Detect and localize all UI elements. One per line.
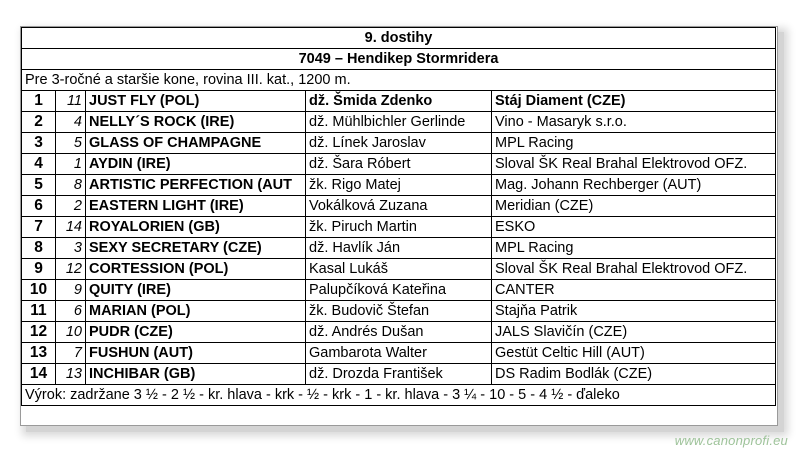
horse-name: FUSHUN (AUT) <box>86 343 306 364</box>
horse-name: ROYALORIEN (GB) <box>86 217 306 238</box>
jockey-name: žk. Piruch Martin <box>306 217 492 238</box>
jockey-name: žk. Budovič Štefan <box>306 301 492 322</box>
horse-name: NELLY´S ROCK (IRE) <box>86 112 306 133</box>
saddle-number: 12 <box>56 259 86 280</box>
results-rows <box>22 91 776 385</box>
owner-name: Mag. Johann Rechberger (AUT) <box>492 175 776 196</box>
result-row <box>22 364 776 385</box>
finish-position: 14 <box>22 364 56 385</box>
horse-name: JUST FLY (POL) <box>86 91 306 112</box>
finish-margins: Výrok: zadržane 3 ½ - 2 ½ - kr. hlava - krk - ½ - krk - 1 - kr. hlava - 3 ¼ - 10 - 5 - 4 ½ - ďaleko <box>22 385 776 406</box>
result-row <box>22 343 776 364</box>
owner-name: Gestüt Celtic Hill (AUT) <box>492 343 776 364</box>
finish-position: 10 <box>22 280 56 301</box>
results-table <box>21 27 776 406</box>
horse-name: INCHIBAR (GB) <box>86 364 306 385</box>
jockey-name: dž. Šmida Zdenko <box>306 91 492 112</box>
result-row <box>22 280 776 301</box>
result-row <box>22 175 776 196</box>
owner-name: ESKO <box>492 217 776 238</box>
jockey-name: dž. Línek Jaroslav <box>306 133 492 154</box>
owner-name: Meridian (CZE) <box>492 196 776 217</box>
finish-position: 4 <box>22 154 56 175</box>
saddle-number: 4 <box>56 112 86 133</box>
finish-position: 11 <box>22 301 56 322</box>
finish-position: 6 <box>22 196 56 217</box>
owner-name: Stajňa Patrik <box>492 301 776 322</box>
owner-name: MPL Racing <box>492 238 776 259</box>
horse-name: CORTESSION (POL) <box>86 259 306 280</box>
saddle-number: 7 <box>56 343 86 364</box>
owner-name: Stáj Diament (CZE) <box>492 91 776 112</box>
saddle-number: 14 <box>56 217 86 238</box>
finish-position: 2 <box>22 112 56 133</box>
result-row <box>22 217 776 238</box>
horse-name: AYDIN (IRE) <box>86 154 306 175</box>
result-row <box>22 133 776 154</box>
jockey-name: dž. Mühlbichler Gerlinde <box>306 112 492 133</box>
results-sheet <box>20 26 778 426</box>
jockey-name: Kasal Lukáš <box>306 259 492 280</box>
owner-name: JALS Slavičín (CZE) <box>492 322 776 343</box>
jockey-name: Palupčíková Kateřina <box>306 280 492 301</box>
finish-position: 9 <box>22 259 56 280</box>
finish-position: 8 <box>22 238 56 259</box>
saddle-number: 2 <box>56 196 86 217</box>
finish-position: 13 <box>22 343 56 364</box>
result-row <box>22 238 776 259</box>
race-name: 7049 – Hendikep Stormridera <box>22 49 776 70</box>
horse-name: SEXY SECRETARY (CZE) <box>86 238 306 259</box>
owner-name: Sloval ŠK Real Brahal Elektrovod OFZ. <box>492 259 776 280</box>
owner-name: Vino - Masaryk s.r.o. <box>492 112 776 133</box>
saddle-number: 11 <box>56 91 86 112</box>
horse-name: ARTISTIC PERFECTION (AUT <box>86 175 306 196</box>
horse-name: PUDR (CZE) <box>86 322 306 343</box>
saddle-number: 5 <box>56 133 86 154</box>
watermark: www.canonprofi.eu <box>674 433 788 448</box>
horse-name: MARIAN (POL) <box>86 301 306 322</box>
race-number-title: 9. dostihy <box>22 28 776 49</box>
owner-name: MPL Racing <box>492 133 776 154</box>
jockey-name: dž. Šara Róbert <box>306 154 492 175</box>
horse-name: QUITY (IRE) <box>86 280 306 301</box>
jockey-name: dž. Drozda František <box>306 364 492 385</box>
result-row <box>22 196 776 217</box>
jockey-name: Vokálková Zuzana <box>306 196 492 217</box>
finish-position: 3 <box>22 133 56 154</box>
jockey-name: dž. Havlík Ján <box>306 238 492 259</box>
result-row <box>22 112 776 133</box>
horse-name: EASTERN LIGHT (IRE) <box>86 196 306 217</box>
saddle-number: 1 <box>56 154 86 175</box>
saddle-number: 9 <box>56 280 86 301</box>
saddle-number: 10 <box>56 322 86 343</box>
jockey-name: Gambarota Walter <box>306 343 492 364</box>
saddle-number: 13 <box>56 364 86 385</box>
finish-position: 1 <box>22 91 56 112</box>
result-row <box>22 91 776 112</box>
owner-name: CANTER <box>492 280 776 301</box>
owner-name: DS Radim Bodlák (CZE) <box>492 364 776 385</box>
result-row <box>22 322 776 343</box>
result-row <box>22 259 776 280</box>
horse-name: GLASS OF CHAMPAGNE <box>86 133 306 154</box>
owner-name: Sloval ŠK Real Brahal Elektrovod OFZ. <box>492 154 776 175</box>
finish-position: 5 <box>22 175 56 196</box>
finish-position: 7 <box>22 217 56 238</box>
saddle-number: 6 <box>56 301 86 322</box>
jockey-name: žk. Rigo Matej <box>306 175 492 196</box>
saddle-number: 3 <box>56 238 86 259</box>
saddle-number: 8 <box>56 175 86 196</box>
jockey-name: dž. Andrés Dušan <box>306 322 492 343</box>
result-row <box>22 301 776 322</box>
finish-position: 12 <box>22 322 56 343</box>
result-row <box>22 154 776 175</box>
race-conditions: Pre 3-ročné a staršie kone, rovina III. kat., 1200 m. <box>22 70 776 91</box>
